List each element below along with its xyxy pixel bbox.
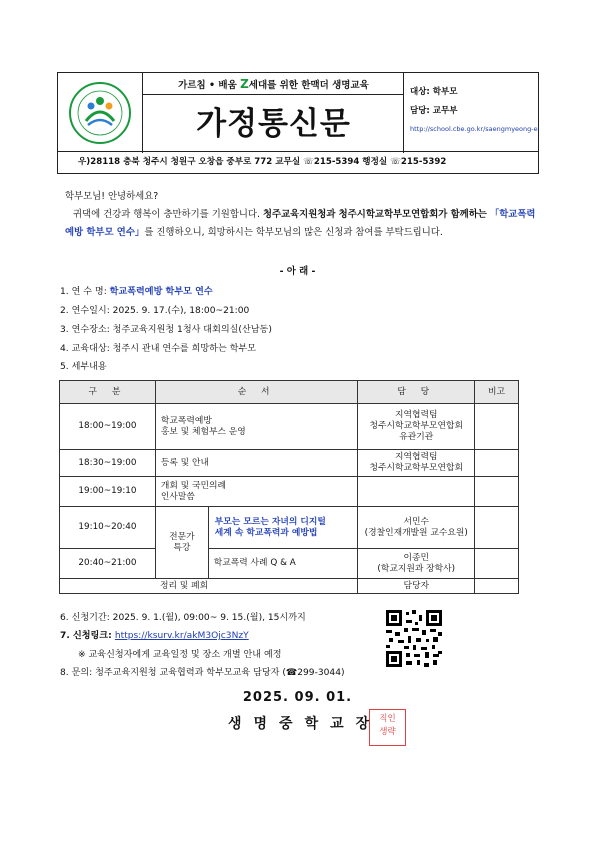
- page-title: 가정통신문: [196, 106, 351, 142]
- intro-paragraph: 귀댁에 건강과 행복이 충만하기를 기원합니다. 청주교육지원청과 청주시학교학부모연합회가 함께하는 「학교폭력예방 학부모 연수」를 진행하오니, 희망하시는 학부모님의 많은 신청과 참여를 부탁드립니다.: [65, 209, 536, 238]
- header-category: 구 분: [60, 381, 156, 404]
- school-signature: 생명중학교장: [228, 716, 382, 732]
- detail-item-place: 3. 연수장소: 청주교육지원청 1청사 대회의실(산남동): [60, 325, 272, 335]
- table-row: 18:30~19:00 등록 및 안내 지역협력팀 청주시학교학부모연합회: [60, 450, 519, 477]
- detail-item-name: 1. 연 수 명: 학교폭력예방 학부모 연수: [60, 287, 213, 297]
- table-header-row: [60, 381, 519, 404]
- letter-header: [57, 72, 539, 152]
- apply-period: 6. 신청기간: 2025. 9. 1.(월), 09:00~ 9. 15.(월), 15시까지: [60, 613, 306, 623]
- section-mark: - 아 래 -: [279, 266, 316, 277]
- table-row: 19:00~19:10 개회 및 국민의례 인사말씀: [60, 477, 519, 507]
- schedule-table: [59, 380, 519, 594]
- apply-link[interactable]: https://ksurv.kr/akM3Ojc3NzY: [114, 631, 249, 641]
- greeting: 학부모님! 안녕하세요?: [65, 191, 159, 202]
- apply-link-row: 7. 신청링크: https://ksurv.kr/akM3Ojc3NzY: [60, 631, 249, 641]
- expert-lecture-category: 전문가 특강: [155, 507, 208, 579]
- school-url[interactable]: http://school.cbe.go.kr/saengmyeong-e: [410, 125, 538, 133]
- table-row: 정리 및 폐회 담당자: [60, 579, 519, 594]
- header-order: 순 서: [155, 381, 357, 404]
- issue-date: 2025. 09. 01.: [242, 690, 353, 705]
- detail-item-program: 5. 세부내용: [60, 362, 107, 372]
- detail-item-datetime: 2. 연수일시: 2025. 9. 17.(수), 18:00~21:00: [60, 306, 250, 316]
- qr-code[interactable]: [386, 610, 442, 667]
- lecture-title: 부모는 모르는 자녀의 디지털 세계 속 학교폭력과 예방법: [208, 507, 358, 549]
- school-logo: [58, 73, 143, 153]
- school-slogan: 가르침 • 배움 Z세대를 위한 한맥더 생명교육: [143, 73, 404, 95]
- contact-info: 8. 문의: 청주교육지원청 교육협력과 학부모교육 담당자 (☎299-3044): [60, 668, 345, 678]
- table-row: 18:00~19:00 학교폭력예방 홍보 및 체험부스 운영 지역협력팀 청주시학교학부모연합회 유관기관: [60, 404, 519, 450]
- table-row: 19:10~20:40 전문가 특강 부모는 모르는 자녀의 디지털 세계 속 학교폭력과 예방법 서민수 (경찰인재개발원 교수요원): [60, 507, 519, 549]
- detail-item-target: 4. 교육대상: 청주시 관내 연수를 희망하는 학부모: [60, 344, 256, 354]
- official-seal-omitted: 직인 생략: [369, 709, 406, 746]
- header-note: 비고: [475, 381, 519, 404]
- school-address: 우)28118 충북 청주시 청원구 오창읍 중부로 772 교무실 ☏215-5394 행정실 ☏215-5392: [57, 152, 539, 174]
- target-audience: 대상: 학부모: [410, 87, 458, 97]
- apply-note: ※ 교육신청자에게 교육일정 및 장소 개별 안내 예정: [78, 650, 282, 660]
- department: 담당: 교무부: [410, 106, 458, 116]
- table-row: 20:40~21:00 학교폭력 사례 Q & A 이종민 (학교지원과 장학사): [60, 549, 519, 579]
- header-manager: 담 당: [358, 381, 475, 404]
